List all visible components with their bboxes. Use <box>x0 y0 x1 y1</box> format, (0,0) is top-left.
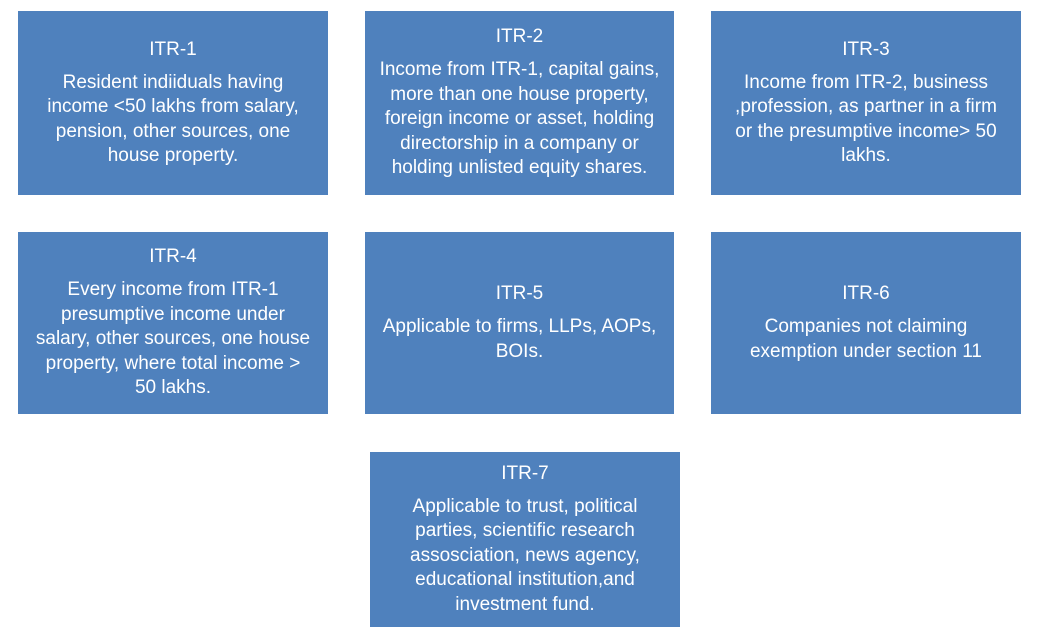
card-title: ITR-4 <box>149 246 197 268</box>
card-description: Applicable to trust, political parties, scientific research assosciation, news agency, educational institution,and investment fund. <box>410 495 640 615</box>
card-title: ITR-7 <box>501 462 549 484</box>
card-title: ITR-5 <box>495 283 544 304</box>
card-title: ITR-1 <box>149 38 197 60</box>
card-itr-5 <box>365 232 674 414</box>
card-itr-7 <box>370 452 680 627</box>
card-description: Every income from ITR-1 presumptive income under salary, other sources, one house property, where total income > 50 lakhs. <box>35 279 311 399</box>
card-itr-3 <box>711 11 1021 195</box>
card-description: Companies not claiming exemption under section 11 <box>749 316 983 362</box>
card-description: Income from ITR-2, business ,profession, as partner in a firm or the presumptive income> 50 lakhs. <box>735 71 997 166</box>
card-description: Applicable to firms, LLPs, AOPs, BOIs. <box>382 316 657 362</box>
card-title: ITR-2 <box>495 26 544 48</box>
card-itr-4 <box>18 232 328 414</box>
card-itr-2 <box>365 11 674 195</box>
card-itr-1 <box>18 11 328 195</box>
card-description: Income from ITR-1, capital gains, more than one house property, foreign income or asset, holding directorship in a company or holding unlisted equity shares. <box>379 59 660 179</box>
card-description: Resident indiiduals having income <50 lakhs from salary, pension, other sources, one house property. <box>47 71 299 166</box>
card-itr-6 <box>711 232 1021 414</box>
card-title: ITR-6 <box>842 283 890 304</box>
card-title: ITR-3 <box>842 38 890 60</box>
